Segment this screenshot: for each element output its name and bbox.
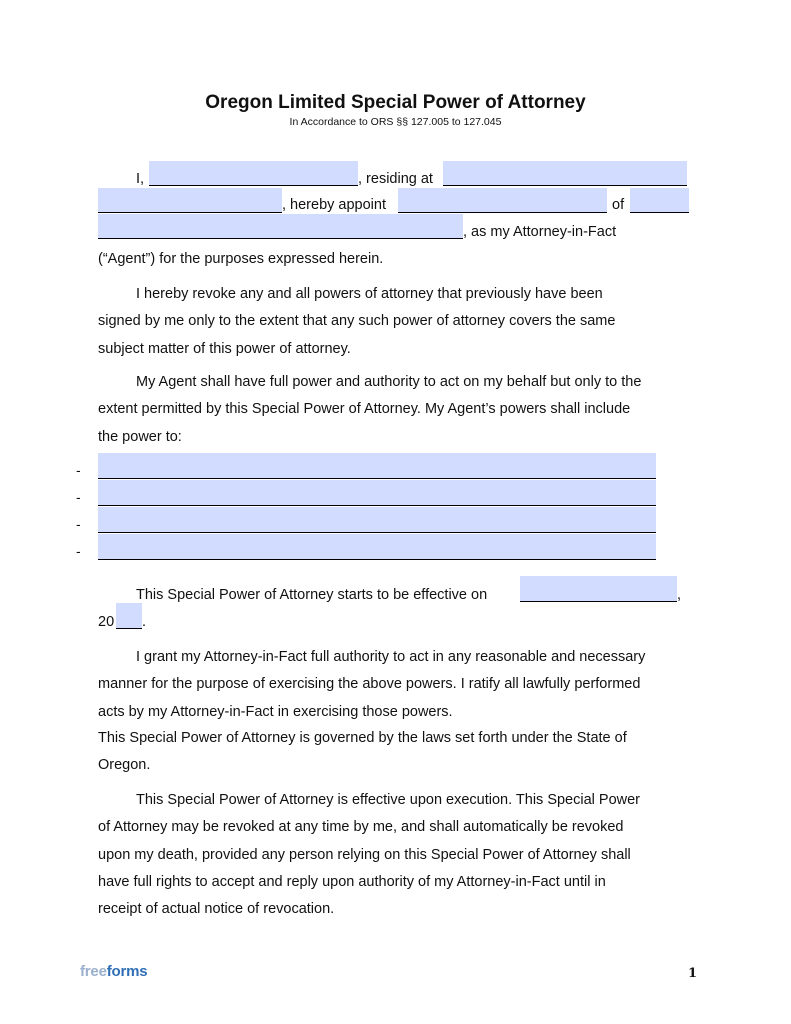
grant-line-2: manner for the purpose of exercising the above powers. I ratify all lawfully performed (98, 676, 641, 693)
principal-address-cont-field[interactable] (98, 188, 282, 213)
as-my-attorney-label: , as my Attorney-in-Fact (463, 224, 617, 240)
agent-address-field[interactable] (98, 214, 463, 239)
grant-line-1: I grant my Attorney-in-Fact full authority to act in any reasonable and necessary (136, 649, 646, 665)
logo-forms-text: forms (106, 963, 148, 980)
execution-line-5: receipt of actual notice of revocation. (98, 901, 335, 918)
revoke-paragraph (98, 281, 615, 363)
revoke-line-3: subject matter of this power of attorney. (98, 340, 351, 357)
governed-line-1: This Special Power of Attorney is governed by the laws set forth under the State of (98, 730, 627, 746)
hereby-appoint-label: , hereby appoint (282, 197, 386, 213)
effective-date-comma: , (677, 587, 682, 603)
effective-year-suffix: . (142, 614, 147, 630)
effective-date-label: This Special Power of Attorney starts to be effective on (136, 587, 488, 603)
grant-line-3: acts by my Attorney-in-Fact in exercising those powers. (98, 703, 453, 720)
of-label: of (612, 197, 625, 213)
power-bullet-4: - (76, 543, 81, 559)
governed-paragraph (98, 725, 627, 780)
effective-year-prefix: 20 (98, 614, 115, 630)
grant-paragraph (98, 644, 645, 726)
power-field-2[interactable] (98, 480, 656, 506)
agent-powers-line-2: extent permitted by this Special Power of Attorney. My Agent’s powers shall include (98, 401, 631, 418)
i-label: I, (136, 171, 145, 187)
execution-line-1: This Special Power of Attorney is effective upon execution. This Special Power (136, 792, 641, 808)
effective-year-field[interactable] (116, 603, 142, 629)
power-field-4[interactable] (98, 534, 656, 560)
power-field-3[interactable] (98, 507, 656, 533)
agent-location-field[interactable] (630, 188, 689, 213)
power-bullet-2: - (76, 489, 81, 505)
residing-label: , residing at (358, 171, 433, 187)
execution-line-3: upon my death, provided any person relying on this Special Power of Attorney shall (98, 846, 631, 863)
execution-line-4: have full rights to accept and reply upon authority of my Attorney-in-Fact until in (98, 873, 606, 890)
freeforms-logo (80, 963, 147, 980)
page-number: 1 (688, 966, 698, 981)
logo-free-text: free (80, 963, 107, 980)
governed-line-2: Oregon. (98, 757, 151, 774)
execution-paragraph (98, 787, 640, 923)
power-bullet-1: - (76, 462, 81, 478)
revoke-line-1: I hereby revoke any and all powers of attorney that previously have been (136, 286, 603, 302)
agent-definition-text: (“Agent”) for the purposes expressed herein. (98, 251, 384, 267)
revoke-line-2: signed by me only to the extent that any such power of attorney covers the same (98, 313, 616, 330)
power-bullet-3: - (76, 516, 81, 532)
effective-date-field[interactable] (520, 576, 677, 602)
agent-powers-line-3: the power to: (98, 428, 182, 445)
agent-name-field[interactable] (398, 188, 607, 213)
agent-powers-line-1: My Agent shall have full power and authority to act on my behalf but only to the (136, 374, 642, 390)
document-subtitle: In Accordance to ORS §§ 127.005 to 127.045 (289, 116, 502, 128)
principal-name-field[interactable] (149, 161, 358, 186)
execution-line-2: of Attorney may be revoked at any time by me, and shall automatically be revoked (98, 819, 624, 836)
document-title: Oregon Limited Special Power of Attorney (205, 92, 586, 113)
principal-address-field[interactable] (443, 161, 687, 186)
power-field-1[interactable] (98, 453, 656, 479)
agent-powers-paragraph (98, 369, 641, 451)
